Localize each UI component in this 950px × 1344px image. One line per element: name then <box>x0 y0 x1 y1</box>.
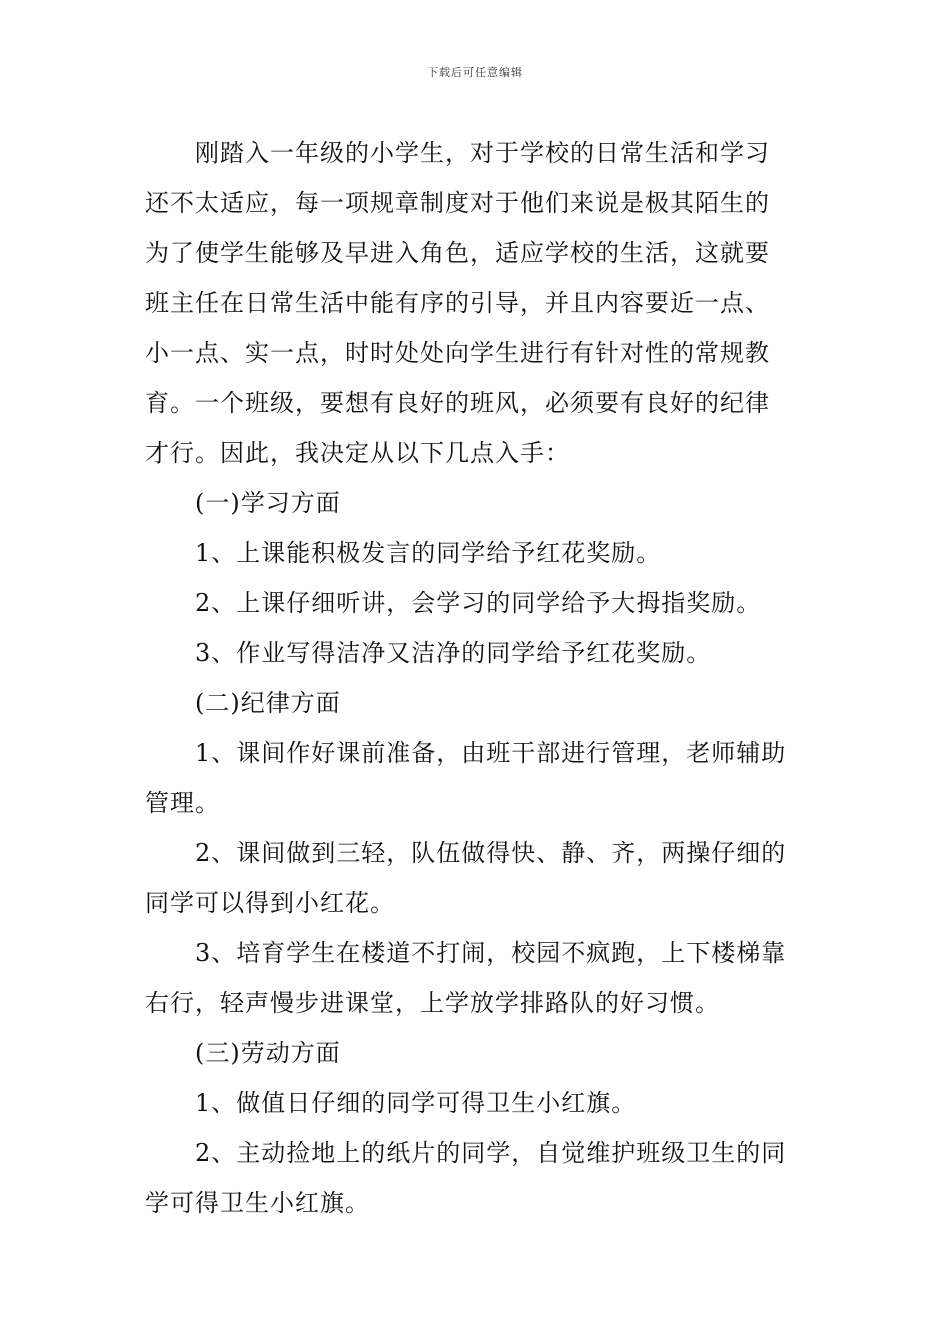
text-line: (三)劳动方面 <box>195 1039 341 1067</box>
text-line: 同学可以得到小红花。 <box>145 889 395 917</box>
text-line: 2、课间做到三轻，队伍做得快、静、齐，两操仔细的 <box>195 839 787 867</box>
text-line: 1、上课能积极发言的同学给予红花奖励。 <box>195 539 662 567</box>
text-line: 3、培育学生在楼道不打闹，校园不疯跑，上下楼梯靠 <box>195 939 787 967</box>
text-line: 右行，轻声慢步进课堂，上学放学排路队的好习惯。 <box>145 989 720 1017</box>
text-line: 班主任在日常生活中能有序的引导，并且内容要近一点、 <box>145 289 770 317</box>
text-line: 1、课间作好课前准备，由班干部进行管理，老师辅助 <box>195 739 787 767</box>
text-line: 还不太适应，每一项规章制度对于他们来说是极其陌生的 <box>145 189 770 217</box>
text-line: 为了使学生能够及早进入角色，适应学校的生活，这就要 <box>145 239 770 267</box>
text-line: 2、主动捡地上的纸片的同学，自觉维护班级卫生的同 <box>195 1139 787 1167</box>
text-line: 管理。 <box>145 789 220 817</box>
text-line: 学可得卫生小红旗。 <box>145 1189 370 1217</box>
text-line: 3、作业写得洁净又洁净的同学给予红花奖励。 <box>195 639 712 667</box>
text-line: 小一点、实一点，时时处处向学生进行有针对性的常规教 <box>145 339 770 367</box>
text-line: 2、上课仔细听讲，会学习的同学给予大拇指奖励。 <box>195 589 762 617</box>
document-body <box>145 128 810 1228</box>
text-line: 1、做值日仔细的同学可得卫生小红旗。 <box>195 1089 637 1117</box>
page-header: 下载后可任意编辑 <box>427 66 523 79</box>
text-line: (一)学习方面 <box>195 489 341 517</box>
text-line: 育。一个班级，要想有良好的班风，必须要有良好的纪律 <box>145 389 770 417</box>
text-line: (二)纪律方面 <box>195 689 341 717</box>
text-line: 刚踏入一年级的小学生，对于学校的日常生活和学习 <box>195 139 770 167</box>
text-line: 才行。因此，我决定从以下几点入手： <box>145 439 570 467</box>
